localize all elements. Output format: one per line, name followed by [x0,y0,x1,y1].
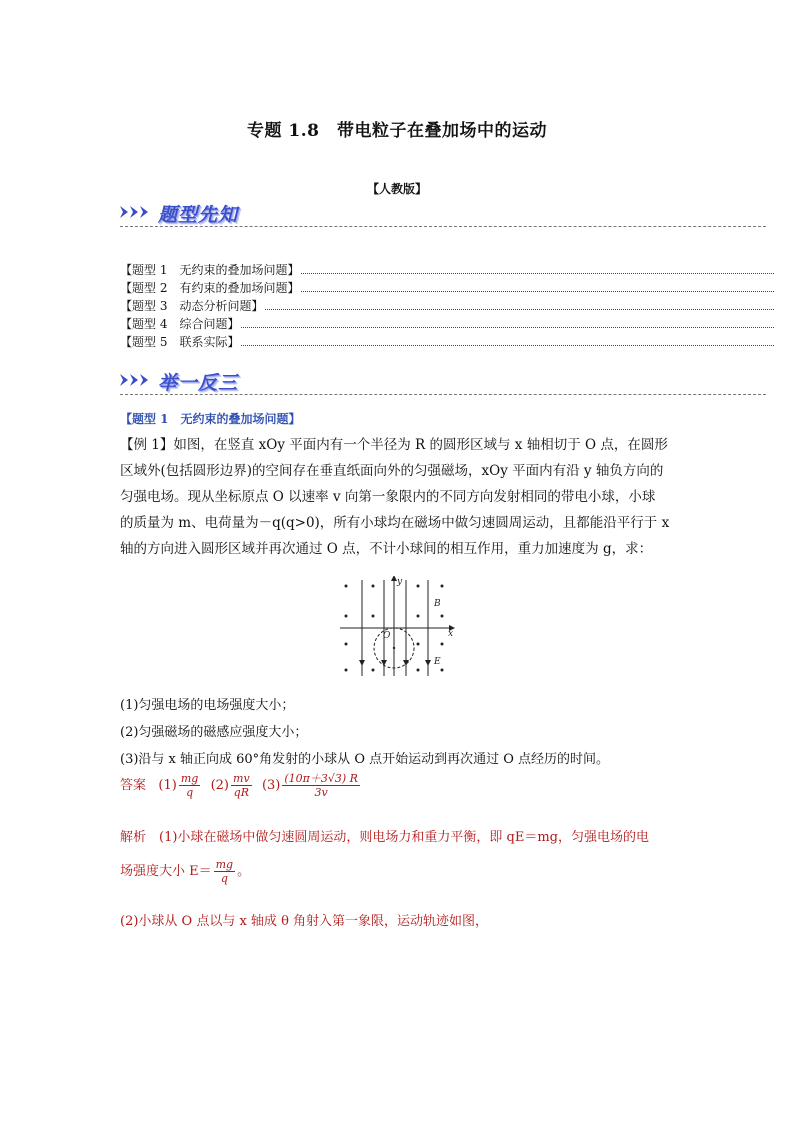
y-axis-label: y [397,577,403,587]
solution-line-3: (2)小球从 O 点以与 x 轴成 θ 角射入第一象限，运动轨迹如图， [120,914,489,929]
toc-item[interactable]: 【题型 4 综合问题】 [120,314,774,332]
answer-fraction-1: $\frac{mg}{q}$ [180,772,199,799]
toc-item[interactable]: 【题型 1 无约束的叠加场问题】 [120,260,774,278]
field-diagram [338,576,458,678]
toc-item[interactable]: 【题型 3 动态分析问题】 [120,296,774,314]
electric-field-label: E [434,657,441,667]
section-heading: 【题型 1 无约束的叠加场问题】 [120,412,301,426]
x-axis-label: x [448,629,454,639]
banner-divider [120,226,766,227]
question-1: (1)匀强电场的电场强度大小； [120,698,295,713]
banner-title: 举一反三 [158,372,239,394]
example-line: 轴的方向进入圆形区域并再次通过 O 点，不计小球间的相互作用，重力加速度为 g，求： [120,541,653,557]
page-title: 专题 1.8 带电粒子在叠加场中的运动 [247,121,547,141]
magnetic-field-label: B [434,599,441,609]
solution-line-2: 场强度大小 E＝ $\frac{mg}{q}$ 。 [120,858,251,885]
banner-examples [120,368,780,394]
answer-fraction-3: $\frac{(10\pi+3√3) R}{3v}$ [284,772,358,799]
banner-title: 题型先知 [158,204,239,226]
banner-question-types [120,200,780,226]
answer-line: 答案 (1) $\frac{mg}{q}$ (2) $\frac{mv}{qR}$ (3) $\frac{(10\pi+3√3) R}{3v}$ [120,772,358,799]
example-line: 【例 1】如图，在竖直 xOy 平面内有一个半径为 R 的圆形区域与 x 轴相切于 O 点，在圆形 [120,437,668,453]
example-line: 的质量为 m、电荷量为－q(q>0)，所有小球均在磁场中做匀速圆周运动，且都能沿平行于 x [120,515,670,531]
origin-label: O [383,631,391,641]
example-line: 匀强电场。现从坐标原点 O 以速率 v 向第一象限内的不同方向发射相同的带电小球，小球 [120,489,656,505]
example-line: 区域外(包括圆形边界)的空间存在垂直纸面向外的匀强磁场，xOy 平面内有沿 y 轴负方向的 [120,463,664,479]
toc-item[interactable]: 【题型 2 有约束的叠加场问题】 [120,278,774,296]
solution-line-1: 解析 (1)小球在磁场中做匀速圆周运动，则电场力和重力平衡，即 qE＝mg，匀强电场的电 [120,830,650,845]
example-text [120,432,676,562]
edition-label: 【人教版】 [366,182,427,196]
table-of-contents [120,260,774,350]
question-3: (3)沿与 x 轴正向成 60°角发射的小球从 O 点开始运动到再次通过 O 点经历的时间。 [120,752,610,767]
triple-arrow-icon [120,202,156,222]
toc-item[interactable]: 【题型 5 联系实际】 [120,332,774,350]
answer-label: 答案 [120,778,147,793]
banner-divider [120,394,766,395]
answer-fraction-2: $\frac{mv}{qR}$ [233,772,250,799]
question-2: (2)匀强磁场的磁感应强度大小； [120,725,308,740]
triple-arrow-icon [120,370,156,390]
